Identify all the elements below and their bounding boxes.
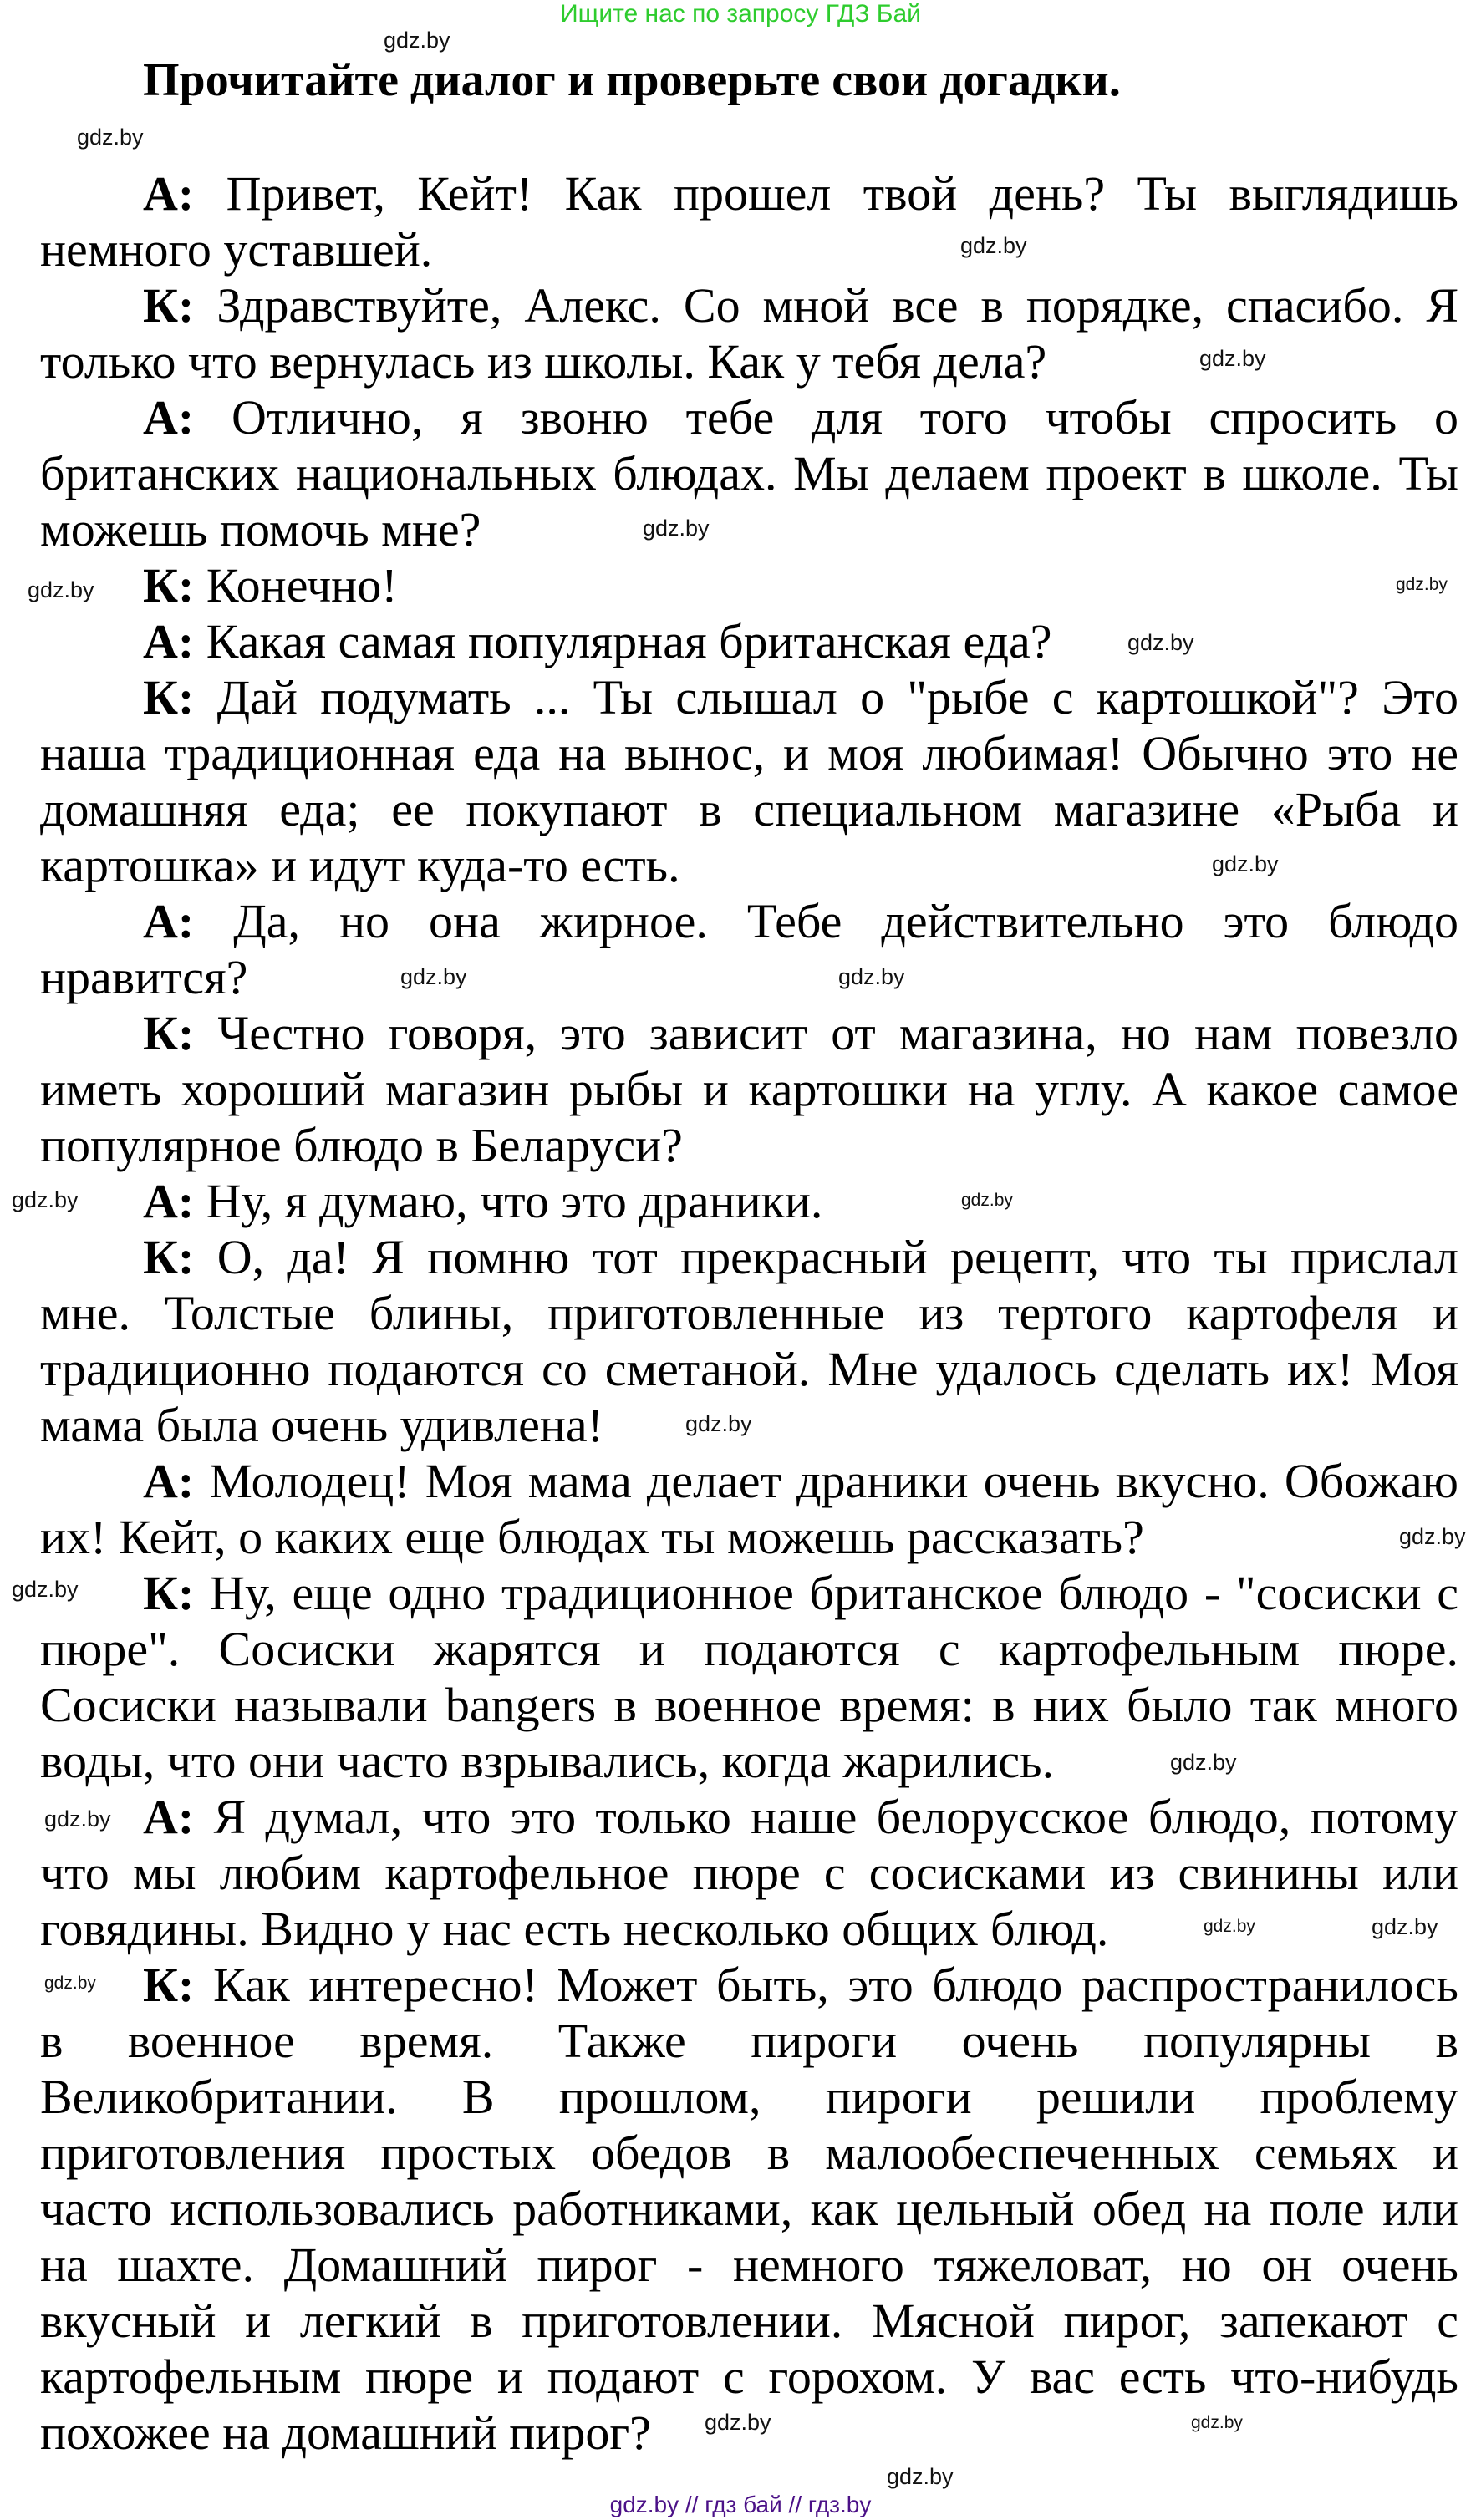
speaker-label: К: bbox=[143, 1230, 195, 1284]
line-text: в военное время. Также пироги очень популярны в bbox=[40, 2014, 1458, 2068]
dialog-line bbox=[40, 501, 1458, 557]
line-text: Великобритании. В прошлом, пироги решили проблему bbox=[40, 2070, 1458, 2124]
line-text: нравится? bbox=[40, 950, 248, 1004]
dialog-line bbox=[40, 2293, 1458, 2349]
dialog-line bbox=[40, 1341, 1458, 1397]
line-text: популярное блюдо в Беларуси? bbox=[40, 1118, 683, 1172]
line-text: мама была очень удивлена! bbox=[40, 1398, 603, 1452]
dialog-line bbox=[143, 1005, 1458, 1061]
speaker-label: К: bbox=[143, 1958, 195, 2012]
watermark-link[interactable]: gdz.by bbox=[400, 964, 467, 989]
dialog-line bbox=[143, 1789, 1458, 1845]
speaker-label: К: bbox=[143, 278, 195, 333]
watermark-link[interactable]: gdz.by bbox=[1212, 851, 1279, 876]
footer-links[interactable]: gdz.by // гдз бай // гдз.by bbox=[609, 2492, 872, 2517]
line-text: часто использовались работниками, как цельный обед на поле или bbox=[40, 2182, 1458, 2236]
dialog-line bbox=[40, 949, 1458, 1005]
dialog-line bbox=[143, 557, 1458, 613]
line-text: О, да! Я помню тот прекрасный рецепт, что ты прислал bbox=[216, 1230, 1458, 1284]
speaker-label: К: bbox=[143, 670, 195, 724]
dialog-line bbox=[40, 2349, 1458, 2405]
line-text: Конечно! bbox=[206, 558, 398, 612]
dialog-line bbox=[143, 1173, 1458, 1229]
line-text: говядины. Видно у нас есть несколько общих блюд. bbox=[40, 1902, 1109, 1956]
line-text: Как интересно! Может быть, это блюдо распространилось bbox=[212, 1958, 1459, 2012]
line-text: Ну, еще одно традиционное британское блюдо - "сосиски с bbox=[210, 1566, 1458, 1620]
line-text: традиционно подаются со сметаной. Мне удалось сделать их! Моя bbox=[40, 1342, 1458, 1396]
watermark-link[interactable]: gdz.by bbox=[384, 28, 450, 53]
watermark-link[interactable]: gdz.by bbox=[1199, 346, 1266, 371]
dialog-line bbox=[40, 2237, 1458, 2293]
line-text: воды, что они часто взрывались, когда жарились. bbox=[40, 1734, 1055, 1788]
line-text: Да, но она жирное. Тебе действительно это блюдо bbox=[233, 894, 1459, 948]
line-text: Отлично, я звоню тебе для того чтобы спросить о bbox=[231, 390, 1458, 445]
watermark-link[interactable]: gdz.by bbox=[1170, 1750, 1237, 1775]
speaker-label: А: bbox=[143, 614, 195, 668]
line-text: Сосиски называли bangers в военное время: в них было так много bbox=[40, 1678, 1458, 1732]
watermark-link[interactable]: gdz.by bbox=[685, 1411, 752, 1436]
speaker-label: А: bbox=[143, 1174, 195, 1228]
line-text: мне. Толстые блины, приготовленные из тертого картофеля и bbox=[40, 1286, 1458, 1340]
watermark-link[interactable]: gdz.by bbox=[77, 124, 144, 150]
speaker-label: К: bbox=[143, 1566, 195, 1620]
dialog-line bbox=[143, 165, 1458, 221]
dialog-line bbox=[40, 445, 1458, 501]
line-text: иметь хороший магазин рыбы и картошки на углу. А какое самое bbox=[40, 1062, 1458, 1116]
watermark-link[interactable]: gdz.by bbox=[643, 516, 710, 541]
line-text: что мы любим картофельное пюре с сосисками из свинины или bbox=[40, 1846, 1458, 1900]
watermark-link[interactable]: gdz.by bbox=[1396, 575, 1448, 594]
watermark-link[interactable]: gdz.by bbox=[44, 1974, 96, 1993]
line-text: Я думал, что это только наше белорусское блюдо, потому bbox=[213, 1790, 1458, 1844]
dialog-line bbox=[40, 1621, 1458, 1677]
line-text: Привет, Кейт! Как прошел твой день? Ты выглядишь bbox=[226, 166, 1458, 221]
line-text: похожее на домашний пирог? bbox=[40, 2406, 651, 2460]
watermark-link[interactable]: gdz.by bbox=[705, 2410, 771, 2435]
dialog-line bbox=[40, 1285, 1458, 1341]
dialog-line bbox=[40, 781, 1458, 837]
dialog-line bbox=[143, 277, 1458, 333]
line-text: приготовления простых обедов в малообеспеченных семьях и bbox=[40, 2126, 1458, 2180]
line-text: только что вернулась из школы. Как у тебя дела? bbox=[40, 334, 1047, 389]
line-text: пюре". Сосиски жарятся и подаются с картофельным пюре. bbox=[40, 1622, 1458, 1676]
dialog-line bbox=[40, 1061, 1458, 1117]
line-text: Молодец! Моя мама делает драники очень вкусно. Обожаю bbox=[209, 1454, 1459, 1508]
dialog-line bbox=[40, 2181, 1458, 2237]
watermark-link[interactable]: gdz.by bbox=[1399, 1524, 1466, 1549]
line-text: наша традиционная еда на вынос, и моя любимая! Обычно это не bbox=[40, 726, 1458, 780]
line-text: их! Кейт, о каких еще блюдах ты можешь рассказать? bbox=[40, 1510, 1144, 1564]
watermark-link[interactable]: gdz.by bbox=[1127, 630, 1194, 655]
line-text: картошка» и идут куда-то есть. bbox=[40, 838, 680, 892]
watermark-link[interactable]: gdz.by bbox=[960, 233, 1027, 258]
line-text: можешь помочь мне? bbox=[40, 502, 481, 556]
search-hint-link[interactable]: Ищите нас по запросу ГДЗ Бай bbox=[560, 0, 921, 28]
line-text: картофельным пюре и подают с горохом. У вас есть что-нибудь bbox=[40, 2350, 1458, 2404]
dialog-line bbox=[40, 2125, 1458, 2181]
dialog-line bbox=[143, 1229, 1458, 1285]
line-text: Здравствуйте, Алекс. Со мной все в порядке, спасибо. Я bbox=[216, 278, 1459, 333]
watermark-link[interactable]: gdz.by bbox=[44, 1806, 111, 1832]
speaker-label: К: bbox=[143, 1006, 195, 1060]
watermark-link[interactable]: gdz.by bbox=[838, 964, 905, 989]
speaker-label: К: bbox=[143, 558, 195, 612]
dialog-line bbox=[143, 893, 1458, 949]
watermark-link[interactable]: gdz.by bbox=[961, 1191, 1013, 1210]
watermark-link[interactable]: gdz.by bbox=[887, 2464, 954, 2489]
line-text: Честно говоря, это зависит от магазина, но нам повезло bbox=[217, 1006, 1458, 1060]
watermark-link[interactable]: gdz.by bbox=[12, 1577, 79, 1602]
speaker-label: А: bbox=[143, 390, 195, 445]
dialog-line bbox=[143, 613, 1458, 669]
dialog-line bbox=[143, 1565, 1458, 1621]
dialog-line bbox=[40, 2069, 1458, 2125]
dialog-line bbox=[143, 1957, 1458, 2013]
line-text: домашняя еда; ее покупают в специальном магазине «Рыба и bbox=[40, 782, 1458, 836]
line-text: Дай подумать ... Ты слышал о "рыбе с картошкой"? Это bbox=[216, 670, 1458, 724]
dialog-line bbox=[40, 1733, 1458, 1789]
line-text: вкусный и легкий в приготовлении. Мясной пирог, запекают с bbox=[40, 2294, 1458, 2348]
line-text: Какая самая популярная британская еда? bbox=[206, 614, 1052, 668]
line-text: немного уставшей. bbox=[40, 222, 433, 277]
speaker-label: А: bbox=[143, 894, 195, 948]
line-text: Ну, я думаю, что это драники. bbox=[206, 1174, 823, 1228]
watermark-link[interactable]: gdz.by bbox=[1204, 1917, 1255, 1936]
speaker-label: А: bbox=[143, 1454, 195, 1508]
dialog-line bbox=[40, 1117, 1458, 1173]
exercise-title: Прочитайте диалог и проверьте свои догадки. bbox=[143, 54, 1121, 106]
watermark-link[interactable]: gdz.by bbox=[1191, 2413, 1243, 2432]
dialog-line bbox=[40, 2013, 1458, 2069]
watermark-link[interactable]: gdz.by bbox=[1372, 1914, 1438, 1939]
watermark-link[interactable]: gdz.by bbox=[12, 1187, 79, 1212]
dialog-line bbox=[143, 389, 1458, 445]
line-text: на шахте. Домашний пирог - немного тяжеловат, но он очень bbox=[40, 2238, 1458, 2292]
dialog-line bbox=[143, 1453, 1458, 1509]
dialog-line bbox=[40, 221, 1458, 277]
line-text: британских национальных блюдах. Мы делаем проект в школе. Ты bbox=[40, 446, 1458, 500]
dialog-line bbox=[40, 725, 1458, 781]
dialog-line bbox=[143, 669, 1458, 725]
dialog-line bbox=[40, 1509, 1458, 1565]
speaker-label: А: bbox=[143, 1790, 195, 1844]
watermark-link[interactable]: gdz.by bbox=[28, 577, 94, 602]
dialog-line bbox=[40, 1677, 1458, 1733]
dialog-line bbox=[40, 1845, 1458, 1901]
speaker-label: А: bbox=[143, 166, 195, 221]
